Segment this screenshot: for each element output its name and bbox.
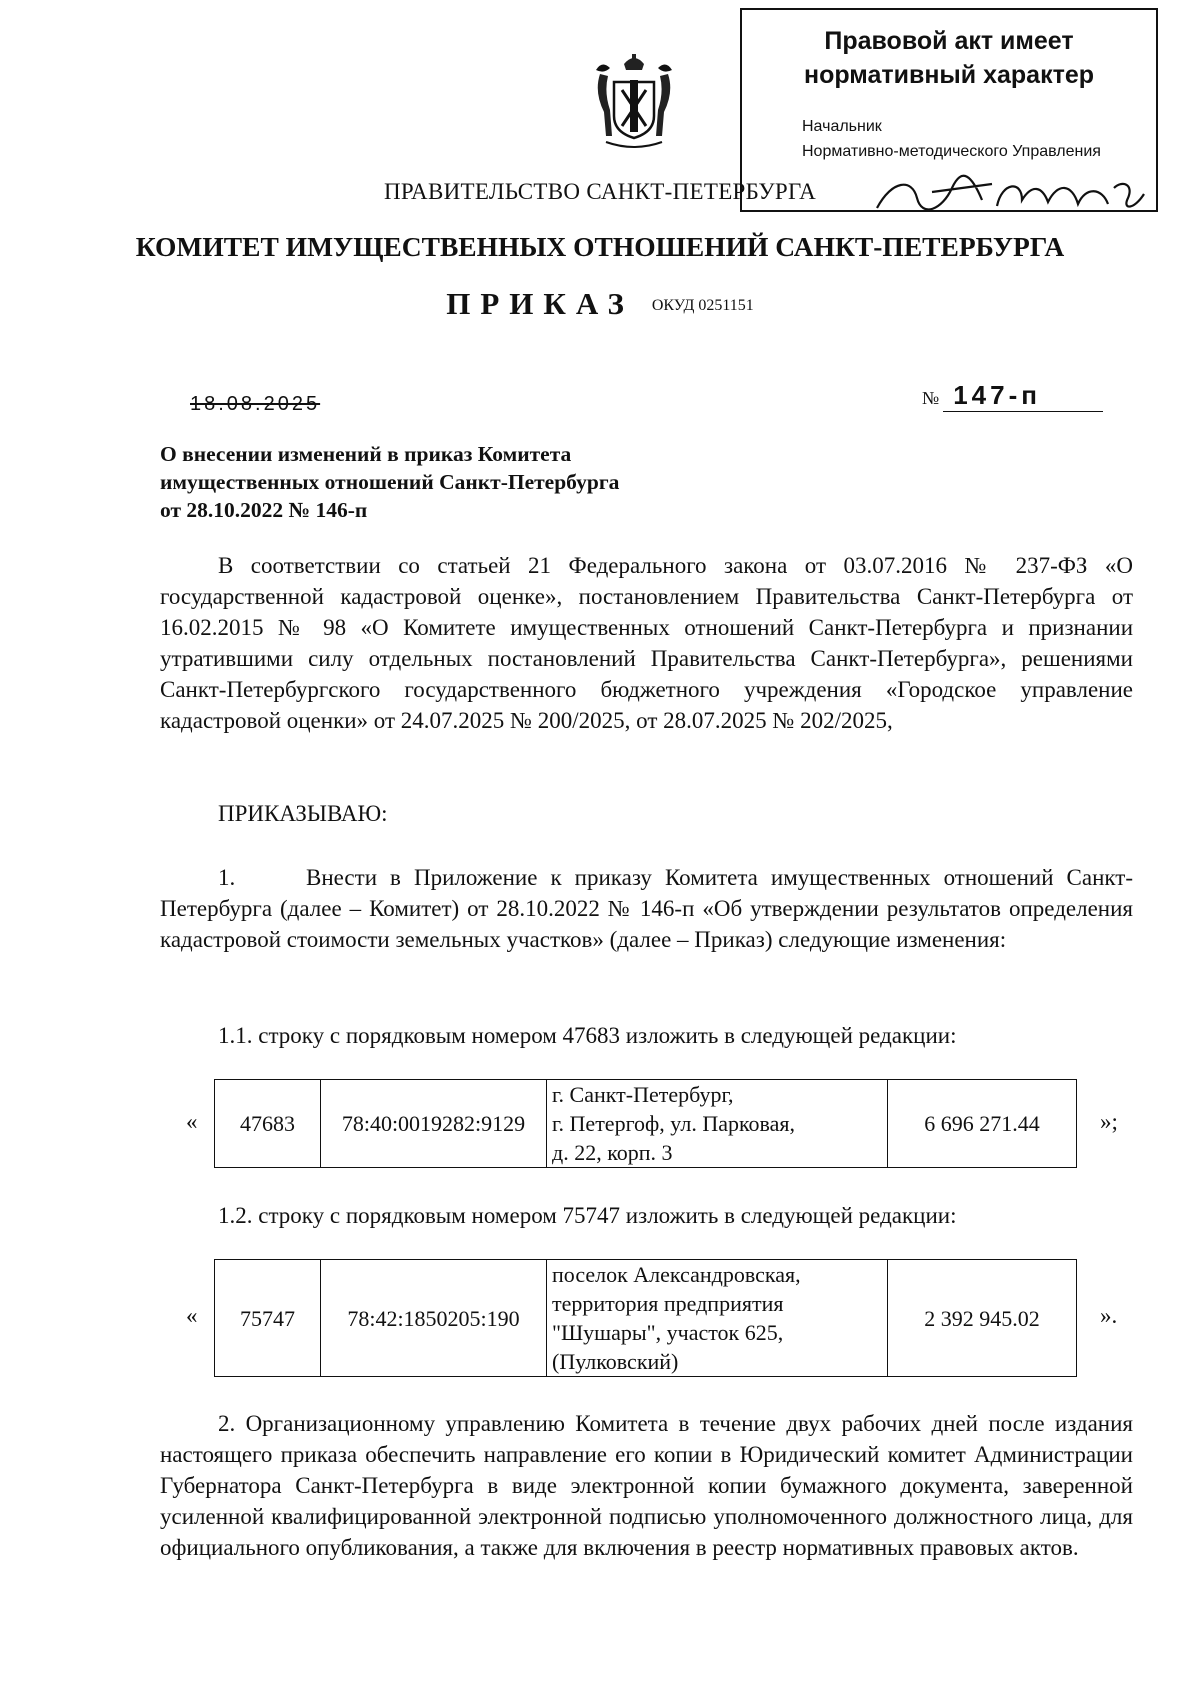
table1-value: 6 696 271.44 <box>888 1080 1077 1168</box>
committee-heading: КОМИТЕТ ИМУЩЕСТВЕННЫХ ОТНОШЕНИЙ САНКТ-ПЕТЕРБУРГА <box>135 231 1065 262</box>
table-row <box>215 1260 1077 1377</box>
preamble-text: В соответствии со статьей 21 Федерального закона от 03.07.2016 № 237-ФЗ «О государственной кадастровой оценке», постановлением Правительства Санкт-Петербурга от 16.02.2015 № 98 «О Комитете имущественных отношений Санкт-Петербурга и признании утратившими силу отдельных постановлений Правительства Санкт-Петербурга», решениями Санкт-Петербургского государственного бюджетного учреждения «Городское управление кадастровой оценки» от 24.07.2025 № 200/2025, от 28.07.2025 № 202/2025, <box>160 553 1133 733</box>
item1-1-text: 1.1. строку с порядковым номером 47683 изложить в следующей редакции: <box>218 1023 957 1048</box>
subject-line3: от 28.10.2022 № 146-п <box>160 498 368 522</box>
subject-line2: имущественных отношений Санкт-Петербурга <box>160 470 620 494</box>
table2-address-line: территория предприятия <box>552 1291 784 1316</box>
order-number <box>922 380 1103 412</box>
table1 <box>214 1079 1077 1168</box>
table2-address-line: поселок Александровская, <box>552 1262 801 1287</box>
okud-code: ОКУД 0251151 <box>651 297 754 314</box>
table1-index: 47683 <box>215 1080 321 1168</box>
stamp-position-line1: Начальник <box>802 118 882 135</box>
table1-address-line: г. Петергоф, ул. Парковая, <box>552 1111 796 1136</box>
item1-number: 1. <box>218 865 236 890</box>
preamble-paragraph <box>160 550 1133 736</box>
table2-open-quote: « <box>186 1303 198 1328</box>
stamp-position-line2: Нормативно-методического Управления <box>802 143 1101 160</box>
table2-address-line: "Шушары", участок 625, <box>552 1320 784 1345</box>
stamp-title-line1: Правовой акт имеет <box>824 27 1074 55</box>
item2-paragraph <box>160 1408 1133 1563</box>
order-word: ПРИКАЗЫВАЮ: <box>218 801 388 826</box>
table2-address-line: (Пулковский) <box>552 1349 679 1374</box>
stamp-title <box>742 24 1156 92</box>
table1-address-line: д. 22, корп. 3 <box>552 1140 673 1165</box>
table1-close-quote: »; <box>1100 1109 1118 1134</box>
table2-value: 2 392 945.02 <box>888 1260 1077 1377</box>
table2-index: 75747 <box>215 1260 321 1377</box>
table1-cadastral: 78:40:0019282:9129 <box>321 1080 547 1168</box>
table1-address-line: г. Санкт-Петербург, <box>552 1082 734 1107</box>
item1-text: Внести в Приложение к приказу Комитета имущественных отношений Санкт-Петербурга (далее – Комитет) от 28.10.2022 № 146-п «Об утверждении результатов определения кадастровой стоимости земельных участков» (далее – Приказ) следующие изменения: <box>160 865 1133 952</box>
item1-2-text: 1.2. строку с порядковым номером 75747 изложить в следующей редакции: <box>218 1203 957 1228</box>
table2 <box>214 1259 1077 1377</box>
subject-line1: О внесении изменений в приказ Комитета <box>160 442 572 466</box>
number-sign: № <box>922 388 940 408</box>
number-value: 147-п <box>943 380 1103 412</box>
table2-close-quote: ». <box>1100 1303 1118 1328</box>
order-heading <box>0 286 1200 322</box>
order-title: ПРИКАЗ <box>446 286 634 321</box>
table1-open-quote: « <box>186 1109 198 1134</box>
order-subject <box>160 440 720 524</box>
table2-address <box>547 1260 888 1377</box>
coat-of-arms-icon <box>592 52 676 152</box>
order-date: 18.08.2025 <box>190 393 321 415</box>
government-heading: ПРАВИТЕЛЬСТВО САНКТ-ПЕТЕРБУРГА <box>383 179 817 204</box>
stamp-position <box>802 114 1101 164</box>
table1-address <box>547 1080 888 1168</box>
table2-cadastral: 78:42:1850205:190 <box>321 1260 547 1377</box>
item2-text: 2. Организационному управлению Комитета в течение двух рабочих дней после издания настоящего приказа обеспечить направление его копии в Юридический комитет Администрации Губернатора Санкт-Петербурга в виде электронной копии бумажного документа, заверенной усиленной квалифицированной электронной подписью уполномоченного должностного лица, для официального опубликования, а также для включения в реестр нормативных правовых актов. <box>160 1411 1133 1560</box>
stamp-title-line2: нормативный характер <box>803 61 1095 89</box>
item1-paragraph <box>160 862 1133 955</box>
table-row <box>215 1080 1077 1168</box>
